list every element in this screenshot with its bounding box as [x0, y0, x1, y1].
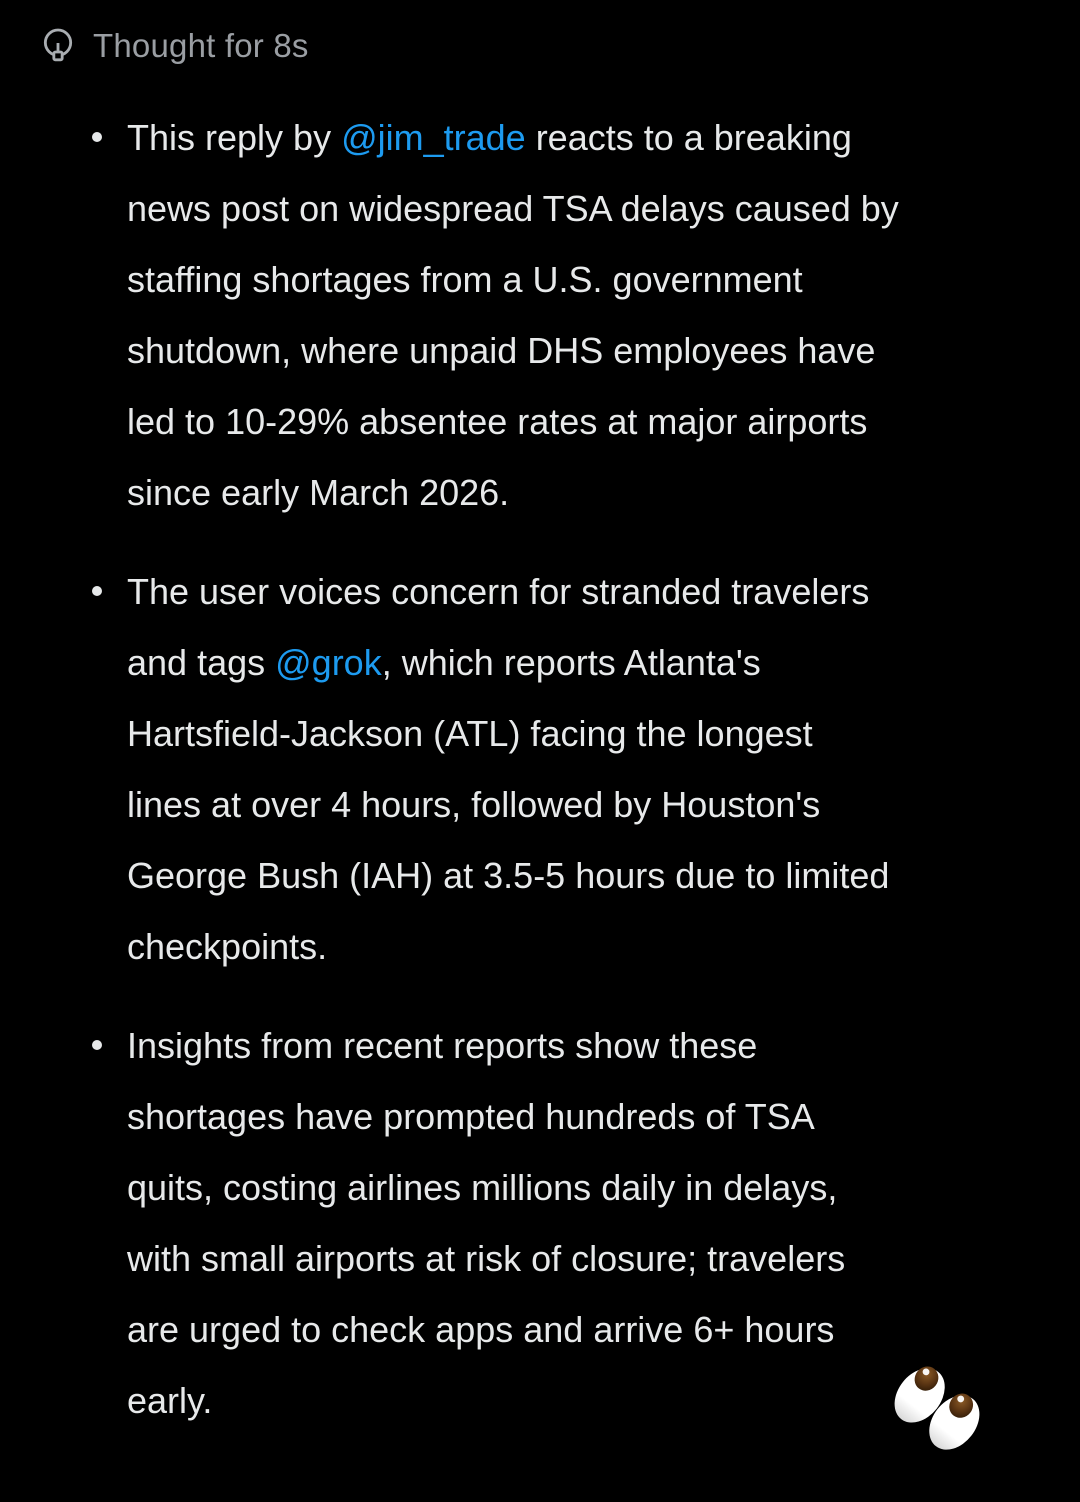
- text-line: [127, 1010, 1040, 1081]
- text-line: [127, 840, 1040, 911]
- text-run: This reply by: [127, 117, 342, 158]
- text-run: , which reports Atlanta's: [381, 642, 761, 683]
- bullet-item: [92, 556, 1040, 982]
- text-run: with small airports at risk of closure; travelers: [127, 1238, 846, 1279]
- lightbulb-icon: [38, 26, 78, 66]
- text-line: [127, 1223, 1040, 1294]
- text-line: [127, 1294, 1040, 1365]
- text-line: [127, 457, 1040, 528]
- text-run: quits, costing airlines millions daily in delays,: [127, 1167, 838, 1208]
- text-run: early.: [127, 1380, 213, 1421]
- text-line: [127, 627, 1040, 698]
- text-run: are urged to check apps and arrive 6+ hours: [127, 1309, 835, 1350]
- text-run: staffing shortages from a U.S. government: [127, 259, 803, 300]
- text-run: since early March 2026.: [127, 472, 510, 513]
- text-line: [127, 244, 1040, 315]
- text-run: Hartsfield-Jackson (ATL) facing the longest: [127, 713, 813, 754]
- text-run: led to 10-29% absentee rates at major airports: [127, 401, 868, 442]
- text-run: checkpoints.: [127, 926, 328, 967]
- text-line: [127, 315, 1040, 386]
- bullet-marker-icon: [92, 586, 102, 596]
- text-run: shortages have prompted hundreds of TSA: [127, 1096, 815, 1137]
- text-line: [127, 769, 1040, 840]
- thought-bullet-list: [92, 102, 1040, 1436]
- text-line: [127, 698, 1040, 769]
- text-run: and tags: [127, 642, 276, 683]
- mention-link-grok[interactable]: @grok: [275, 642, 382, 683]
- eyes-emoji: [866, 1358, 1008, 1460]
- text-run: The user voices concern for stranded travelers: [127, 571, 870, 612]
- mention-link-jim-trade[interactable]: @jim_trade: [341, 117, 526, 158]
- text-line: [127, 911, 1040, 982]
- text-line: [127, 386, 1040, 457]
- text-run: shutdown, where unpaid DHS employees have: [127, 330, 876, 371]
- text-line: [127, 556, 1040, 627]
- text-run: reacts to a breaking: [525, 117, 852, 158]
- bullet-marker-icon: [92, 132, 102, 142]
- text-run: George Bush (IAH) at 3.5-5 hours due to limited: [127, 855, 890, 896]
- text-line: [127, 173, 1040, 244]
- text-line: [127, 1152, 1040, 1223]
- thought-header[interactable]: [0, 0, 1080, 66]
- bullet-marker-icon: [92, 1040, 102, 1050]
- text-line: [127, 102, 1040, 173]
- text-run: Insights from recent reports show these: [127, 1025, 758, 1066]
- thought-duration-label: Thought for 8s: [93, 27, 309, 64]
- text-run: news post on widespread TSA delays caused by: [127, 188, 899, 229]
- text-run: lines at over 4 hours, followed by Houston's: [127, 784, 821, 825]
- bullet-item: [92, 102, 1040, 528]
- text-line: [127, 1081, 1040, 1152]
